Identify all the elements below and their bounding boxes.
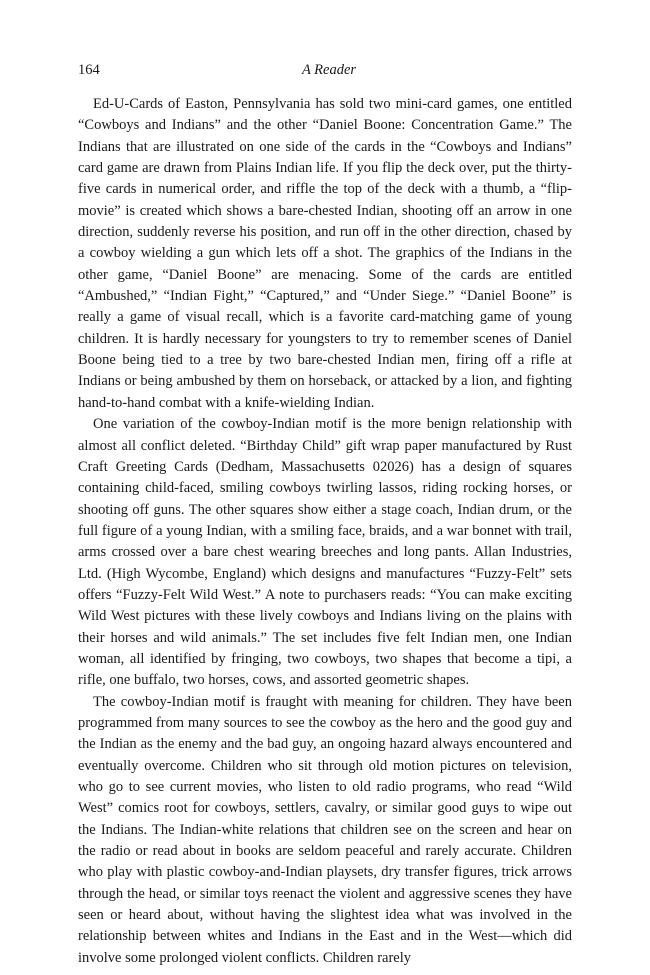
paragraph-ed-u-cards: Ed-U-Cards of Easton, Pennsylvania has sold two mini-card games, one entitled “Cowboys and Indians” and the other “Daniel Boone: Concentration Game.” The Indians that are illustrated on one side of the cards in the “Cowboys and Indians” card game are drawn from Plains Indian life. If you flip the deck over, put the thirty-five cards in numerical order, and riffle the top of the deck with a thumb, a “flip-movie” is created which shows a bare-chested Indian, shooting off an arrow in one direction, suddenly reverse his position, and run off in the other direction, chased by a cowboy wielding a gun which lets off a shot. The graphics of the Indians in the other game, “Daniel Boone” are menacing. Some of the cards are entitled “Ambushed,” “Indian Fight,” “Captured,” and “Under Siege.” “Daniel Boone” is really a game of visual recall, which is a favorite card-matching game of young children. It is hardly necessary for youngsters to try to remember scenes of Daniel Boone being tied to a tree by two bare-chested Indian men, firing off a rifle at Indians or being ambushed by them on horseback, or attacked by a lion, and fighting hand-to-hand combat with a knife-wielding Indian. [78, 96, 572, 411]
running-head [78, 61, 572, 79]
page-number: 164 [78, 62, 100, 78]
running-title: A Reader [301, 62, 357, 78]
paragraph-benign-relationship: One variation of the cowboy-Indian motif is the more benign relationship with almost all conflict deleted. “Birthday Child” gift wrap paper manufactured by Rust Craft Greeting Cards (Dedham, Massachusetts 02026) has a design of squares containing child-faced, smiling cowboys twirling lassos, riding rocking horses, or shooting off guns. The other squares show either a stage coach, Indian drum, or the full figure of a young Indian, with a smiling face, braids, and a war bonnet with trail, arms crossed over a bare chest wearing breeches and long pants. Allan Industries, Ltd. (High Wycombe, England) which designs and manufactures “Fuzzy-Felt” sets offers “Fuzzy-Felt Wild West.” A note to purchasers reads: “You can make exciting Wild West pictures with these lively cowboys and Indians living on the plains with their horses and wild animals.” The set includes five felt Indian men, one Indian woman, all identified by fringing, two cowboys, two shapes that become a tipi, a rifle, one buffalo, two horses, cows, and assorted geometric shapes. [78, 416, 572, 689]
body-text [78, 94, 572, 969]
paragraph-motif-meaning: The cowboy-Indian motif is fraught with meaning for children. They have been programmed from many sources to see the cowboy as the hero and the good guy and the Indian as the enemy and the bad guy, an ongoing hazard always encountered and eventually overcome. Children who sit through old motion pictures on television, who go to see current movies, who listen to old radio programs, who read “Wild West” comics root for cowboys, settlers, cavalry, or similar good guys to wipe out the Indians. The Indian-white relations that children see on the screen and hear on the radio or read about in books are seldom peaceful and rarely accurate. Children who play with plastic cowboy-and-Indian playsets, dry transfer figures, trick arrows through the head, or similar toys reenact the violent and aggressive scenes they have seen or heard about, without having the slightest idea what was involved in the relationship between whites and Indians in the East and in the West—which did involve some prolonged violent conflicts. Children rarely [78, 693, 572, 966]
